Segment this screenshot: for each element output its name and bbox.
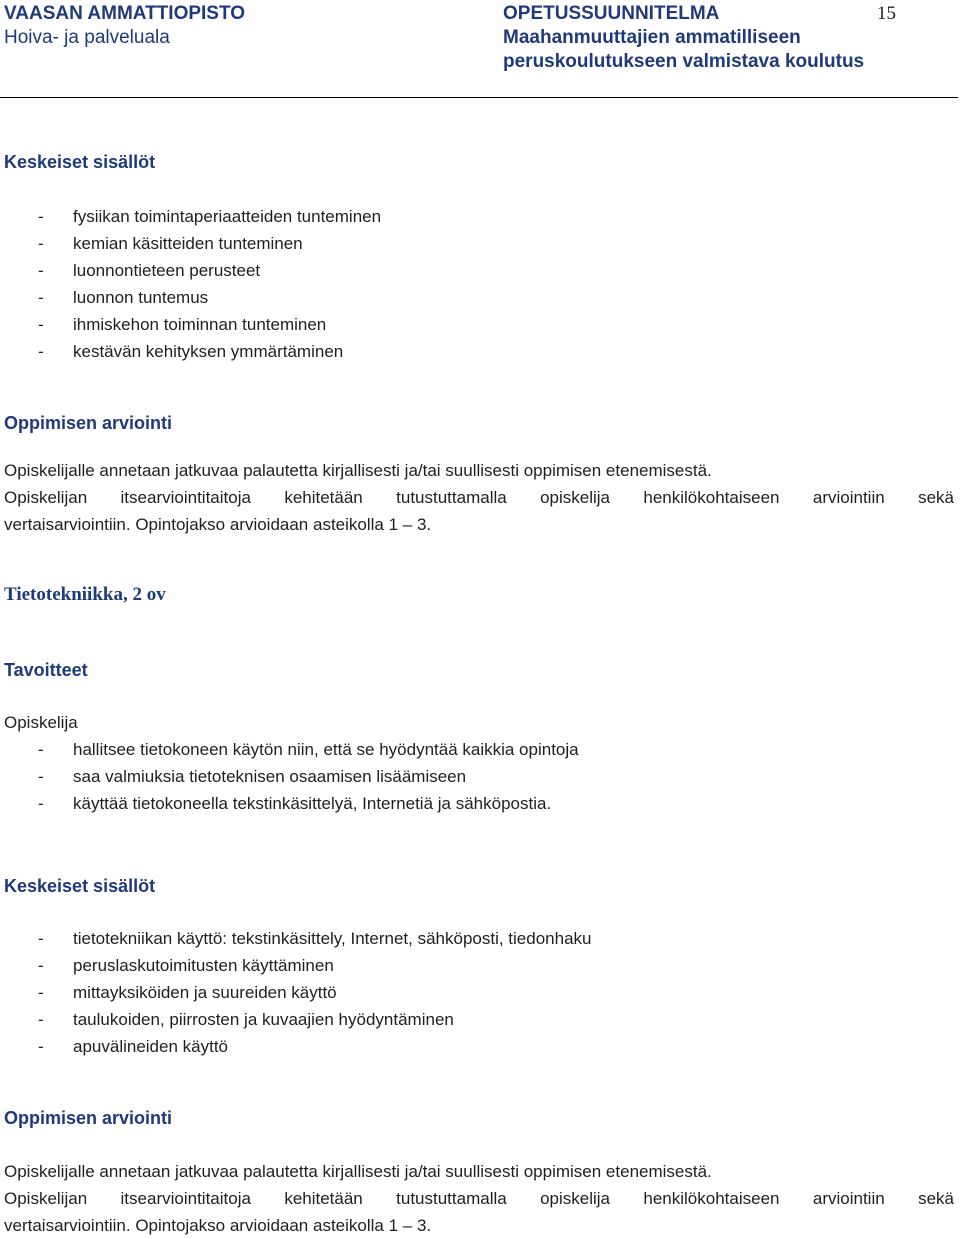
document-page: VAASAN AMMATTIOPISTO Hoiva- ja palveluala OPETUSSUUNNITELMA Maahanmuuttajien ammatilliseen peruskoulutukseen valmistava koulutus 15 Keskeiset sisällöt - fysiikan toimintaperiaatteiden tunteminen - kemian käsitteiden tunteminen - luonnontieteen perusteet - luonnon tuntemus - ihmiskehon toiminnan tunteminen - kestävän kehityksen ymmärtäminen Oppimisen arviointi Opiskelijalle annetaan jatkuvaa palautetta kirjallisesti ja/tai suullisesti oppimisen etenemisestä. Opiskelijan itsearviointitaitoja kehitetään tutustuttamalla opiskelija henkilökohtaiseen arviointiin sekä vertaisarviointiin. Opintojakso arvioidaan asteikolla 1 – 3. Tietotekniikka, 2 ov Tavoitteet Opiskelija - hallitsee tietokoneen käytön niin, että se hyödyntää kaikkia opintoja - saa valmiuksia tietoteknisen osaamisen lisäämiseen - käyttää tietokoneella tekstinkäsittelyä, Internetiä ja sähköpostia. Keskeiset sisällöt - tietotekniikan käyttö: tekstinkäsittely, Internet, sähköposti, tiedonhaku - peruslaskutoimitusten käyttäminen - mittayksiköiden ja suureiden käyttö - taulukoiden, piirrosten ja kuvaajien hyödyntäminen - apuvälineiden käyttö Oppimisen arviointi Opiskelijalle annetaan jatkuvaa palautetta kirjallisesti ja/tai suullisesti oppimisen etenemisestä. Opiskelijan itsearviointitaitoja kehitetään tutustuttamalla opiskelija henkilökohtaiseen arviointiin sekä vertaisarviointiin. Opintojakso arvioidaan asteikolla 1 – 3. [0,0,960,1237]
list-dash: - [38,1010,44,1029]
department-name: Hoiva- ja palveluala [4,27,170,48]
list-dash: - [38,929,44,948]
list-dash: - [38,342,44,361]
section-heading-core-content-it: Keskeiset sisällöt [4,876,156,896]
page-number: 15 [877,3,896,24]
list-dash: - [38,261,44,280]
paragraph-line: vertaisarviointiin. Opintojakso arvioidaan asteikolla 1 – 3. [4,1216,432,1235]
list-dash: - [38,207,44,226]
paragraph-line: Opiskelijalle annetaan jatkuvaa palautetta kirjallisesti ja/tai suullisesti oppimisen etenemisestä. [4,461,712,480]
list-dash: - [38,234,44,253]
school-name: VAASAN AMMATTIOPISTO [4,3,246,24]
page-header [0,0,958,98]
list-dash: - [38,315,44,334]
module-title: Tietotekniikka, 2 ov [4,584,166,605]
paragraph-line: vertaisarviointiin. Opintojakso arvioidaan asteikolla 1 – 3. [4,515,432,534]
section-heading-core-content: Keskeiset sisällöt [4,152,156,172]
list-dash: - [38,983,44,1002]
header-center [503,2,864,74]
list-dash: - [38,794,44,813]
section-heading-objectives: Tavoitteet [4,660,88,680]
list-dash: - [38,288,44,307]
list-dash: - [38,956,44,975]
header-left [4,2,245,50]
list-dash: - [38,1037,44,1056]
program-name-line2: peruskoulutukseen valmistava koulutus [503,51,865,72]
paragraph-justified-line: Opiskelijan itsearviointitaitoja kehitetään tutustuttamalla opiskelija henkilökohtaiseen arviointiin sekä [4,1189,954,1208]
program-name-line1: Maahanmuuttajien ammatilliseen [503,27,801,48]
objectives-intro: Opiskelija [4,713,78,732]
assessment-paragraph [4,457,954,538]
list-dash: - [38,740,44,759]
section-heading-assessment: Oppimisen arviointi [4,413,173,433]
section-heading-assessment-it: Oppimisen arviointi [4,1108,173,1128]
paragraph-line: Opiskelijalle annetaan jatkuvaa palautetta kirjallisesti ja/tai suullisesti oppimisen etenemisestä. [4,1162,712,1181]
assessment-it-paragraph [4,1158,954,1239]
paragraph-justified-line: Opiskelijan itsearviointitaitoja kehitetään tutustuttamalla opiskelija henkilökohtaiseen arviointiin sekä [4,488,954,507]
document-title: OPETUSSUUNNITELMA [503,3,720,24]
list-dash: - [38,767,44,786]
